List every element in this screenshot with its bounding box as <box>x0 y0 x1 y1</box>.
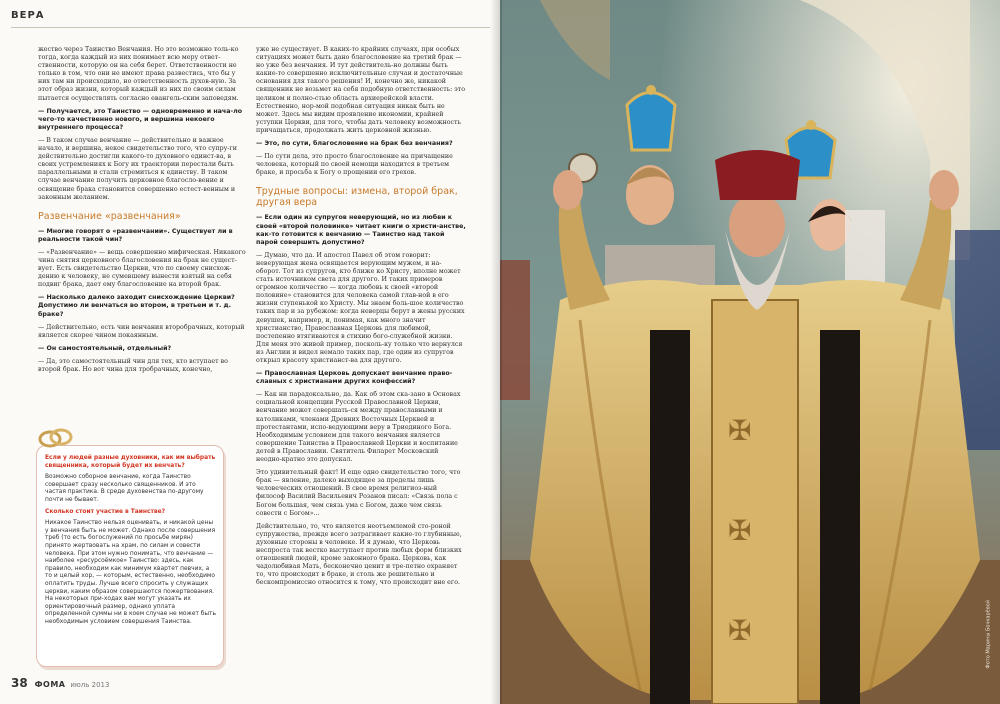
subheading: Развенчание «развенчания» <box>38 210 181 222</box>
sidebar-answer: Возможно соборное венчание, когда Таинство совершает сразу несколько священников. И это частая практика. В среде духовенства по-другому почти не бывает. <box>45 474 204 503</box>
answer: — Действительно, есть чин венчания второбрачных, который является скорее чином покаянным. <box>38 323 245 339</box>
priest-hand-left <box>553 170 583 210</box>
paragraph: жество через Таинство Венчания. Но это возможно толь-ко тогда, когда каждый из них понимает всю меру ответ-ственности, которую он на себя берет. Ответственности не только в том, что они не имеют права развестись, что бы у них там ни происходило, но ответственность духов-ную. За этот образ жизни, который каждый из них по своим силам пытается осуществлять согласно евангель-ским заповедям. <box>38 46 239 102</box>
answer: — Как ни парадоксально, да. Как об этом ска-зано в Основах социальной концепции Русской Православной Церкви, венчание может совершать-ся между православными и католиками, членами Древних Восточных Церквей и протестантами, испо-ведующими веру в Триединого Бога. Необходимым условием для такого венчания является совершение Таинства в Православной Церкви и воспитание детей в Православии. Святитель Филарет Московский неодно-кратно это допускал. <box>256 391 461 464</box>
sidebar-question: Если у людей разные духовники, как им выбрать священника, который будет их венчать? <box>45 455 216 469</box>
right-page-photo <box>500 0 1000 704</box>
sidebar-question: Сколько стоит участие в Таинстве? <box>45 508 166 515</box>
cross-icon: ✠ <box>728 614 752 647</box>
stole <box>712 300 798 704</box>
subheading: Трудные вопросы: измена, второй брак, другая вера <box>256 186 458 209</box>
cross-icon: ✠ <box>728 414 752 447</box>
paragraph: Это удивительный факт! И еще одно свидетельство того, что брак — явление, далеко выходящее за пределы лишь человеческих отношений. В свое время религиоз-ный философ Василий Васильевич Розанов писал: «Связь пола с Богом большая, чем связь ума с Богом, даже чем связь совести с Богом»... <box>256 469 461 517</box>
magazine-brand: ФОМА <box>34 680 66 689</box>
answer: — Думаю, что да. И апостол Павел об этом говорит: неверующая жена освящается верующим мужем, и на-оборот. Тот из супругов, кто ближе ко Христу, вполне может стать источником света для другого. И таких примеров огромное количество — когда любовь к своей «второй половине» становится для человека самой глав-ной в его жизни ступенькой ко Христу. Мы знаем боль-шое количество таких пар и за рубежом: когда неверцы берут в жены русских девушек, например, и, понимая, как много значит христианство, Православная Церковь для любимой, постепенно втягиваются в стихию бого-служебной жизни. Для меня это живой пример, посколь-ку только что вернулся из Англии и видел немало таких пар, где один из супругов открыл красоту христианст-ва для другого. <box>256 251 465 364</box>
answer: — По сути дела, это просто благословение на причащение человека, который по своей немощи находится в третьем браке, и просьба к Богу о прощении его грехов. <box>256 153 453 177</box>
priest-cassock <box>820 330 860 704</box>
paragraph: Действительно, то, что является неотъемлемой сто-роной супружества, прежде всего затрагивает какие-то глубинные, духовные стороны в человеке. И я думаю, что Церковь неспроста так вестко выступает против любых форм близких отношений людей, кроме законного брака. Церковь, как чадолюбивая Мать, бесконечно ценит и тре-петно охраняет то, что происходит в браке, и столь же решительно и бескомпромиссно относится к тому, что происходит вне его. <box>256 522 462 587</box>
page-number: 38 <box>11 676 28 690</box>
priest-face <box>729 193 785 257</box>
question: — Он самостоятельный, отдельный? <box>38 344 172 352</box>
spine-shadow <box>490 0 502 704</box>
text-column-2 <box>256 46 466 592</box>
question: — Получается, это Таинство — одновременно и нача-ло чего-то качественно нового, и вершина некоего внутреннего процесса? <box>38 107 243 131</box>
answer: — Да, это самостоятельный чин для тех, кто вступает во второй брак. Но вот чина для тробрачных, конечно, <box>38 357 228 373</box>
cross-icon: ✠ <box>728 514 752 547</box>
issue-date: июль 2013 <box>70 681 110 689</box>
question: — Православная Церковь допускает венчание право-славных с христианами других конфессий? <box>256 370 453 386</box>
kamilavka-hat <box>715 150 800 200</box>
page-footer <box>11 676 109 690</box>
header-rule <box>11 27 490 28</box>
wedding-rings-icon <box>36 426 76 450</box>
wedding-photo <box>500 0 1000 704</box>
question: — Если один из супругов неверующий, но из любви к своей «второй половинке» читает книги о христи-анстве, как-то готовится к венчанию — Таинство над такой парой совершить допустимо? <box>256 214 466 246</box>
side-shelf <box>500 260 530 400</box>
text-column-1 <box>38 46 246 379</box>
priest-cassock <box>650 330 690 704</box>
sidebar-box <box>36 445 224 667</box>
paragraph: уже не существует. В каких-то крайних случаях, при особых ситуациях может быть дано благословение на третий брак — но уже без венчания. И тут действитель-но должны быть какие-то совершенно исключительные случаи и достаточные основания для такого решения! И, конечно же, никакой священник не возьмет на себя подобную ответственность: это целиком и полно-стью область архиерейской власти. Естественно, нор-мой подобная ситуация никак быть не может. Здесь мы видим проявление икономии, крайней уступки Церкви, для того, чтобы дать человеку возможность причащаться, продолжать жить церковной жизнью. <box>256 46 466 134</box>
crown-cross-icon <box>806 120 816 130</box>
crown-cross-icon <box>646 85 656 95</box>
photo-credit: Фото Марины Бочкарёвой <box>986 600 992 669</box>
crown-icon <box>627 93 675 151</box>
section-label: ВЕРА <box>11 10 45 21</box>
answer: — В таком случае венчание — действительно и важное начало, и вершина, некое свидетельство того, что супру-ги действительно достигли какого-то духовного единст-ва, в своих устремлениях к Богу их траектории перестали быть параллельными и стали стремиться к единству. В таком случае венчание получить церковное благосло-вение и освящение брака становится совершенно естест-венным и законным желанием. <box>38 136 238 201</box>
question: — Это, по сути, благословение на брак без венчания? <box>256 140 453 148</box>
priest-hand-right <box>929 170 959 210</box>
sidebar-text <box>45 453 217 630</box>
answer: — «Развенчание» — вещь совершенно мифическая. Никакого чина снятия церковного благословения на брак не сущест-вует. Есть свидетельство Церкви, что по своему сниcхож-дению к человеку, не сумевшему вынести взятый на себя подвиг брака, дает ему благословение на второй брак. <box>38 248 246 289</box>
sidebar-answer: Никакое Таинство нельзя оценивать, и никакой цены у венчания быть не может. Однако после совершения треб (то есть богослужений по просьбе мирян) принято жертвовать на храм, по силам и совести человека. При этом нужно понимать, что венчание — наиболее «ресурсоёмкое» Таинство: здесь, как правило, необходим как минимум квартет певчих, а то и целый хор, — которым, естественно, необходимо оплатить труды. Лучше всего спросить у служащих церкви, каким образом совершаются пожертвования. На некоторых при-ходах вам могут указать их ориентировочный размер, однако уплата определенной суммы ни в коем случае не может быть необходимым условием совершения Таинства. <box>45 520 216 625</box>
question: — Насколько далеко заходит снисхождение Церкви? Допустимо ли венчаться во втором, в третьем и т. д. браке? <box>38 294 235 318</box>
question: — Многие говорят о «развенчании». Существует ли в реальности такой чин? <box>38 227 233 243</box>
